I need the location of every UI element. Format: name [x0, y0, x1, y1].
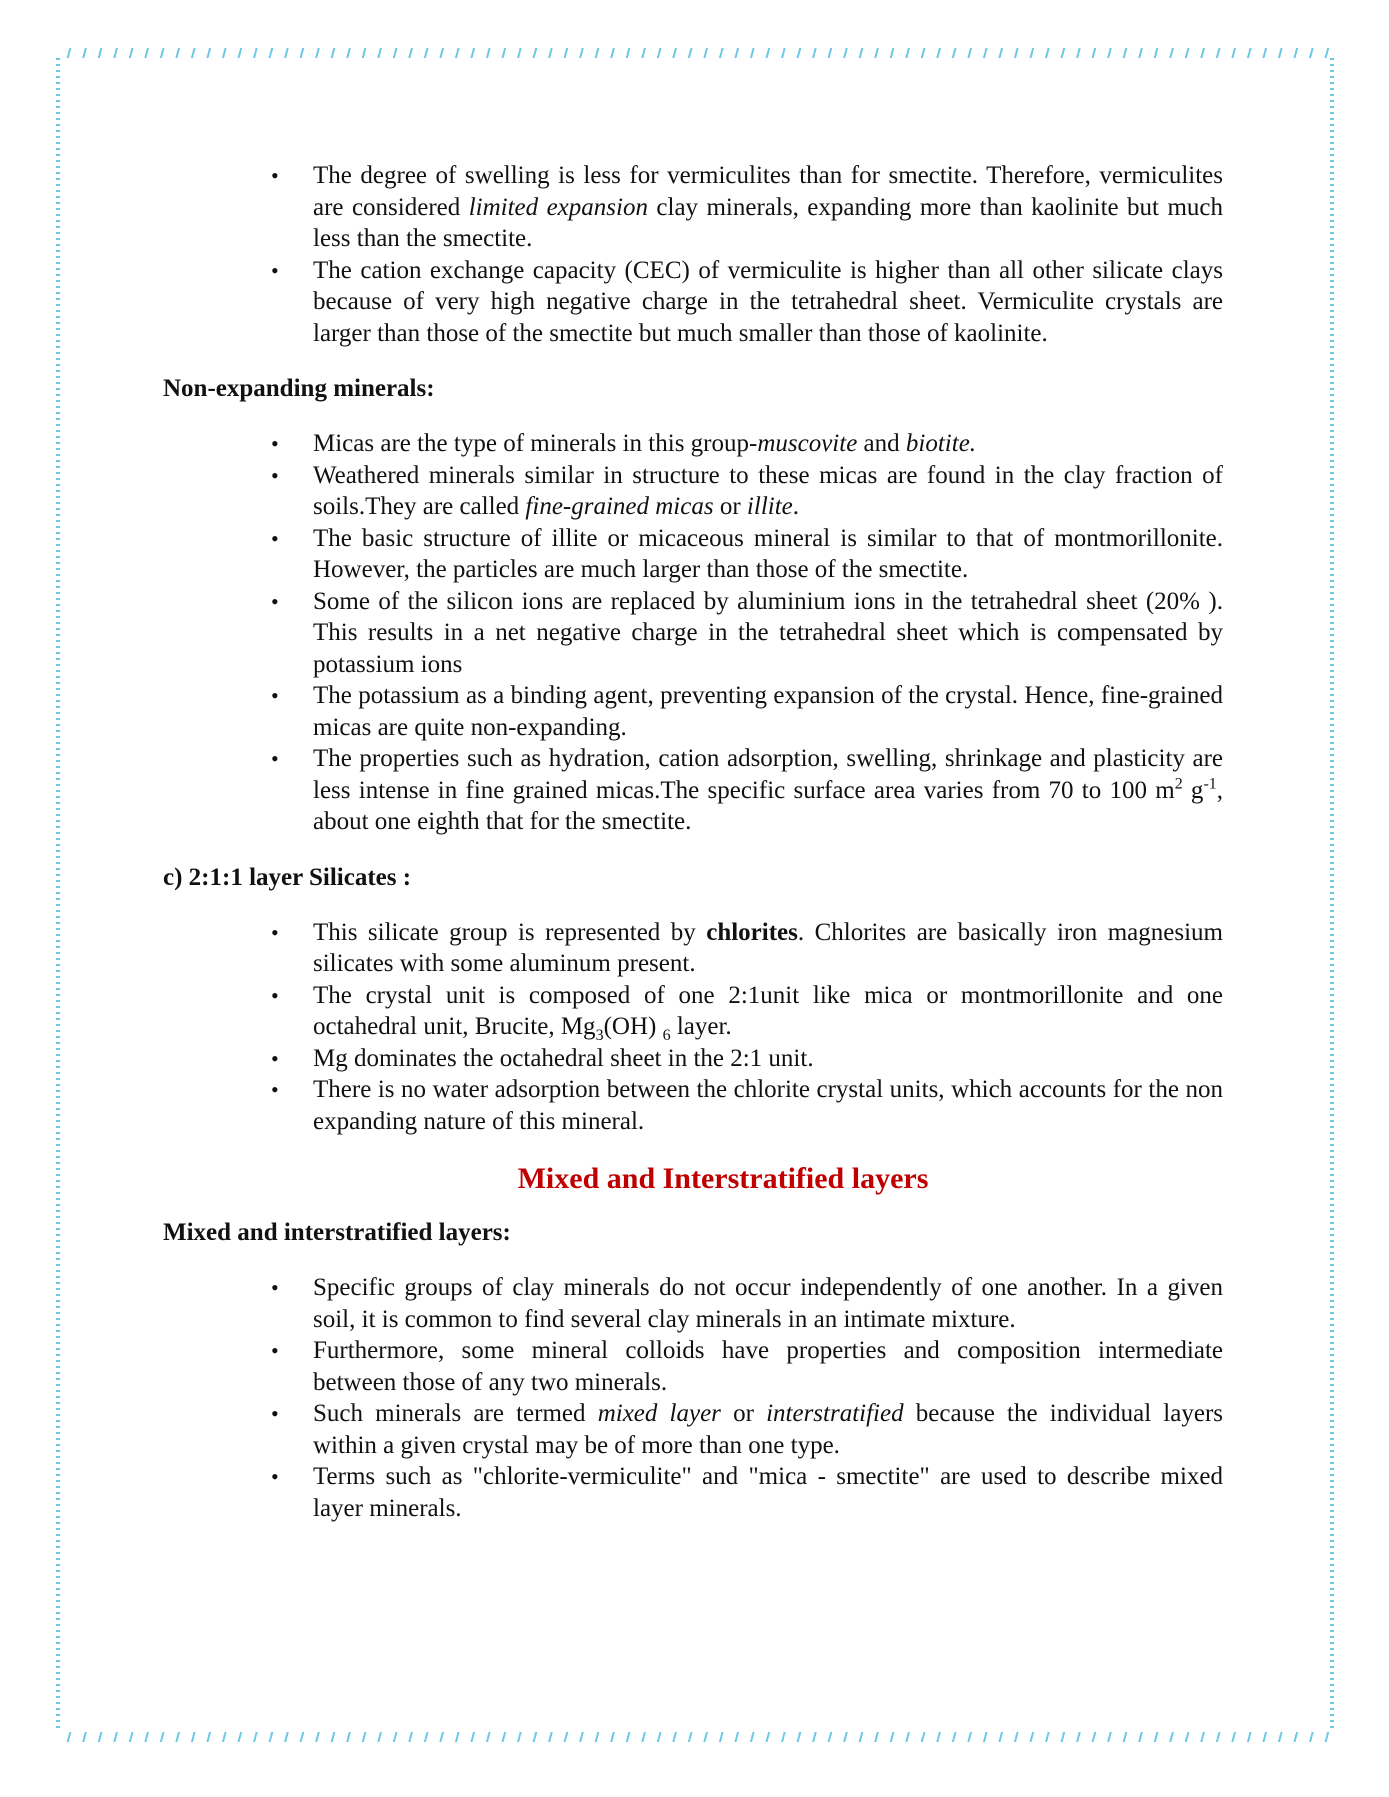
list-item: • Furthermore, some mineral colloids have properties and composition intermediate between those of any two minerals. — [271, 1337, 1223, 1396]
list-item: • The potassium as a binding agent, preventing expansion of the crystal. Hence, fine-grained micas are quite non-expanding. — [271, 682, 1223, 741]
bullet-icon: • — [271, 1045, 279, 1071]
non-expanding-list — [163, 428, 1223, 838]
page-content — [163, 160, 1223, 1524]
bullet-icon: • — [271, 1077, 279, 1102]
list-item: • Mg dominates the octahedral sheet in the 2:1 unit. — [313, 1043, 1223, 1075]
list-item: • Terms such as "chlorite-vermiculite" and "mica - smectite" are used to describe mixed layer minerals. — [271, 1463, 1223, 1522]
bullet-icon: • — [271, 462, 279, 488]
layer-211-heading: c) 2:1:1 layer Silicates : — [163, 863, 412, 891]
layer-211-list — [163, 917, 1223, 1138]
bullet-icon: • — [271, 525, 279, 551]
bullet-icon: • — [271, 982, 279, 1008]
list-item: • There is no water adsorption between the chlorite crystal units, which accounts for the non expanding nature of this mineral. — [271, 1076, 1223, 1135]
list-item: • Such minerals are termed mixed layer or interstratified because the individual layers within a given crystal may be of more than one type. — [271, 1400, 1223, 1459]
bullet-icon: • — [271, 1275, 279, 1300]
bullet-icon: • — [271, 257, 279, 283]
bullet-icon: • — [271, 431, 279, 456]
bullet-icon: • — [271, 1464, 279, 1489]
bullet-icon: • — [271, 746, 279, 771]
mixed-heading: Mixed and interstratified layers: — [163, 1219, 511, 1246]
list-item: • Specific groups of clay minerals do not occur independently of one another. In a given soil, it is common to find several clay minerals in an intimate mixture. — [271, 1274, 1223, 1333]
bullet-icon: • — [271, 919, 279, 945]
list-item: • The properties such as hydration, cation adsorption, swelling, shrinkage and plasticity are less intense in fine grained micas.The specific surface area varies from 70 to 100 $m^2$ $g^{-1}$, about one eighth that for the smectite. — [271, 745, 1224, 835]
page-border-bottom — [60, 1732, 1330, 1742]
list-item: • The cation exchange capacity (CEC) of vermiculite is higher than all other silicate clays because of very high negative charge in the tetrahedral sheet. Vermiculite crystals are larger than those of the smectite but much smaller than those of kaolinite. — [271, 256, 1223, 347]
list-item: • The crystal unit is composed of one 2:1unit like mica or montmorillonite and one octahedral unit, Brucite, $Mg_3(OH)$ $_6$ layer. — [271, 981, 1223, 1044]
list-item: • Some of the silicon ions are replaced by aluminium ions in the tetrahedral sheet (20% ). This results in a net negative charge in the tetrahedral sheet which is compensated by potassium ions — [271, 587, 1223, 678]
page-border-top — [60, 48, 1330, 58]
list-item: • The basic structure of illite or micaceous mineral is similar to that of montmorillonite. However, the particles are much larger than those of the smectite. — [271, 524, 1223, 583]
bullet-icon: • — [271, 1401, 279, 1426]
vermiculite-list — [163, 160, 1223, 349]
list-item: • Weathered minerals similar in structure to these micas are found in the clay fraction of soils.They are called fine-grained micas or illite. — [271, 461, 1223, 520]
mixed-list — [163, 1272, 1223, 1524]
non-expanding-heading: Non-expanding minerals: — [163, 375, 435, 402]
bullet-icon: • — [271, 163, 279, 188]
mixed-section-title: Mixed and Interstratified layers — [517, 1162, 929, 1195]
page-border-left — [56, 58, 60, 1732]
list-item: • This silicate group is represented by chlorites. Chlorites are basically iron magnesium silicates with some aluminum present. — [271, 918, 1223, 977]
bullet-icon: • — [271, 1338, 279, 1363]
list-item: • Micas are the type of minerals in this group-muscovite and biotite. — [313, 428, 1223, 460]
bullet-icon: • — [271, 588, 279, 614]
bullet-icon: • — [271, 683, 279, 708]
list-item: • The degree of swelling is less for vermiculites than for smectite. Therefore, vermiculites are considered limited expansion clay minerals, expanding more than kaolinite but much less than the smectite. — [271, 162, 1223, 252]
page-border-right — [1330, 58, 1334, 1732]
